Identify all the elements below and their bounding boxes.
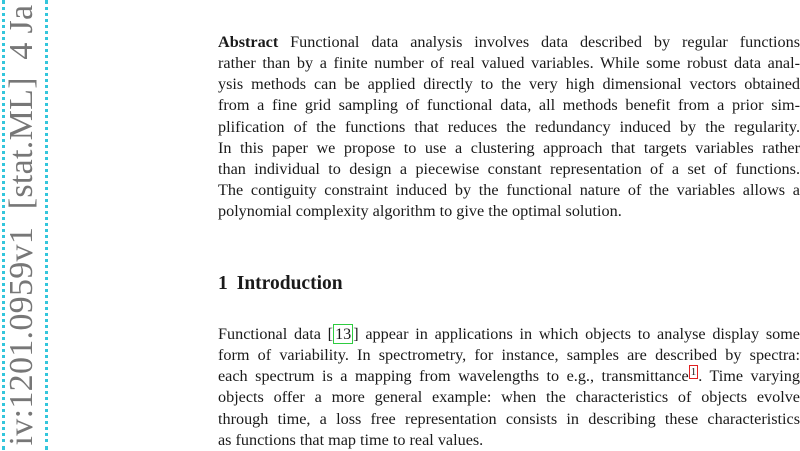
text: . Time varying [698, 367, 800, 386]
intro-line: form of variability. In spectrometry, for instance, samples are described by spectra: [218, 346, 800, 365]
abstract-line: rather than by a finite number of real valued variables. While some robust data anal- [218, 54, 800, 73]
intro-paragraph [218, 324, 800, 451]
footnote-link[interactable]: 1 [690, 366, 697, 379]
citation-link[interactable]: 13 [335, 325, 352, 343]
abstract-line: ysis methods can be applied directly to the very high dimensional vectors obtained [218, 75, 800, 94]
margin-dotted-line [45, 0, 48, 450]
abstract-line: In this paper we propose to use a clustering approach that targets variables rather [218, 138, 800, 157]
intro-line: objects offer a more general example: when the characteristics of objects evolve [218, 388, 800, 407]
abstract-line: plification of the functions that reduces the redundancy induced by the regularity. [218, 117, 800, 136]
abstract [218, 32, 800, 222]
intro-line: through time, a loss free representation consists in describing these characteristics [218, 409, 800, 428]
intro-line [218, 324, 800, 345]
intro-line: as functions that map time to real values. [218, 430, 484, 449]
text: Functional data [ [218, 325, 334, 343]
abstract-text: Functional data analysis involves data described by regular functions [290, 33, 800, 51]
text: ] appear in applications in which objects to analyse display some [353, 325, 800, 343]
abstract-line: than individual to design a piecewise constant representation of a set of functions. [218, 159, 800, 178]
text: each spectrum is a mapping from wavelengths to e.g., transmittance [218, 367, 689, 386]
section-number: 1 [218, 273, 228, 294]
intro-line [218, 366, 800, 387]
abstract-line: The contiguity constraint induced by the functional nature of the variables allows a [218, 180, 800, 199]
arxiv-stamp: iv:1201.0959v1 [stat.ML] 4 Ja [3, 4, 40, 446]
abstract-label: Abstract [218, 33, 279, 51]
abstract-line: polynomial complexity algorithm to give the optimal solution. [218, 202, 622, 221]
section-heading [218, 273, 343, 295]
abstract-line: from a fine grid sampling of functional data, all methods benefit from a prior sim- [218, 96, 800, 115]
abstract-line [218, 32, 800, 53]
section-title: Introduction [236, 273, 343, 294]
